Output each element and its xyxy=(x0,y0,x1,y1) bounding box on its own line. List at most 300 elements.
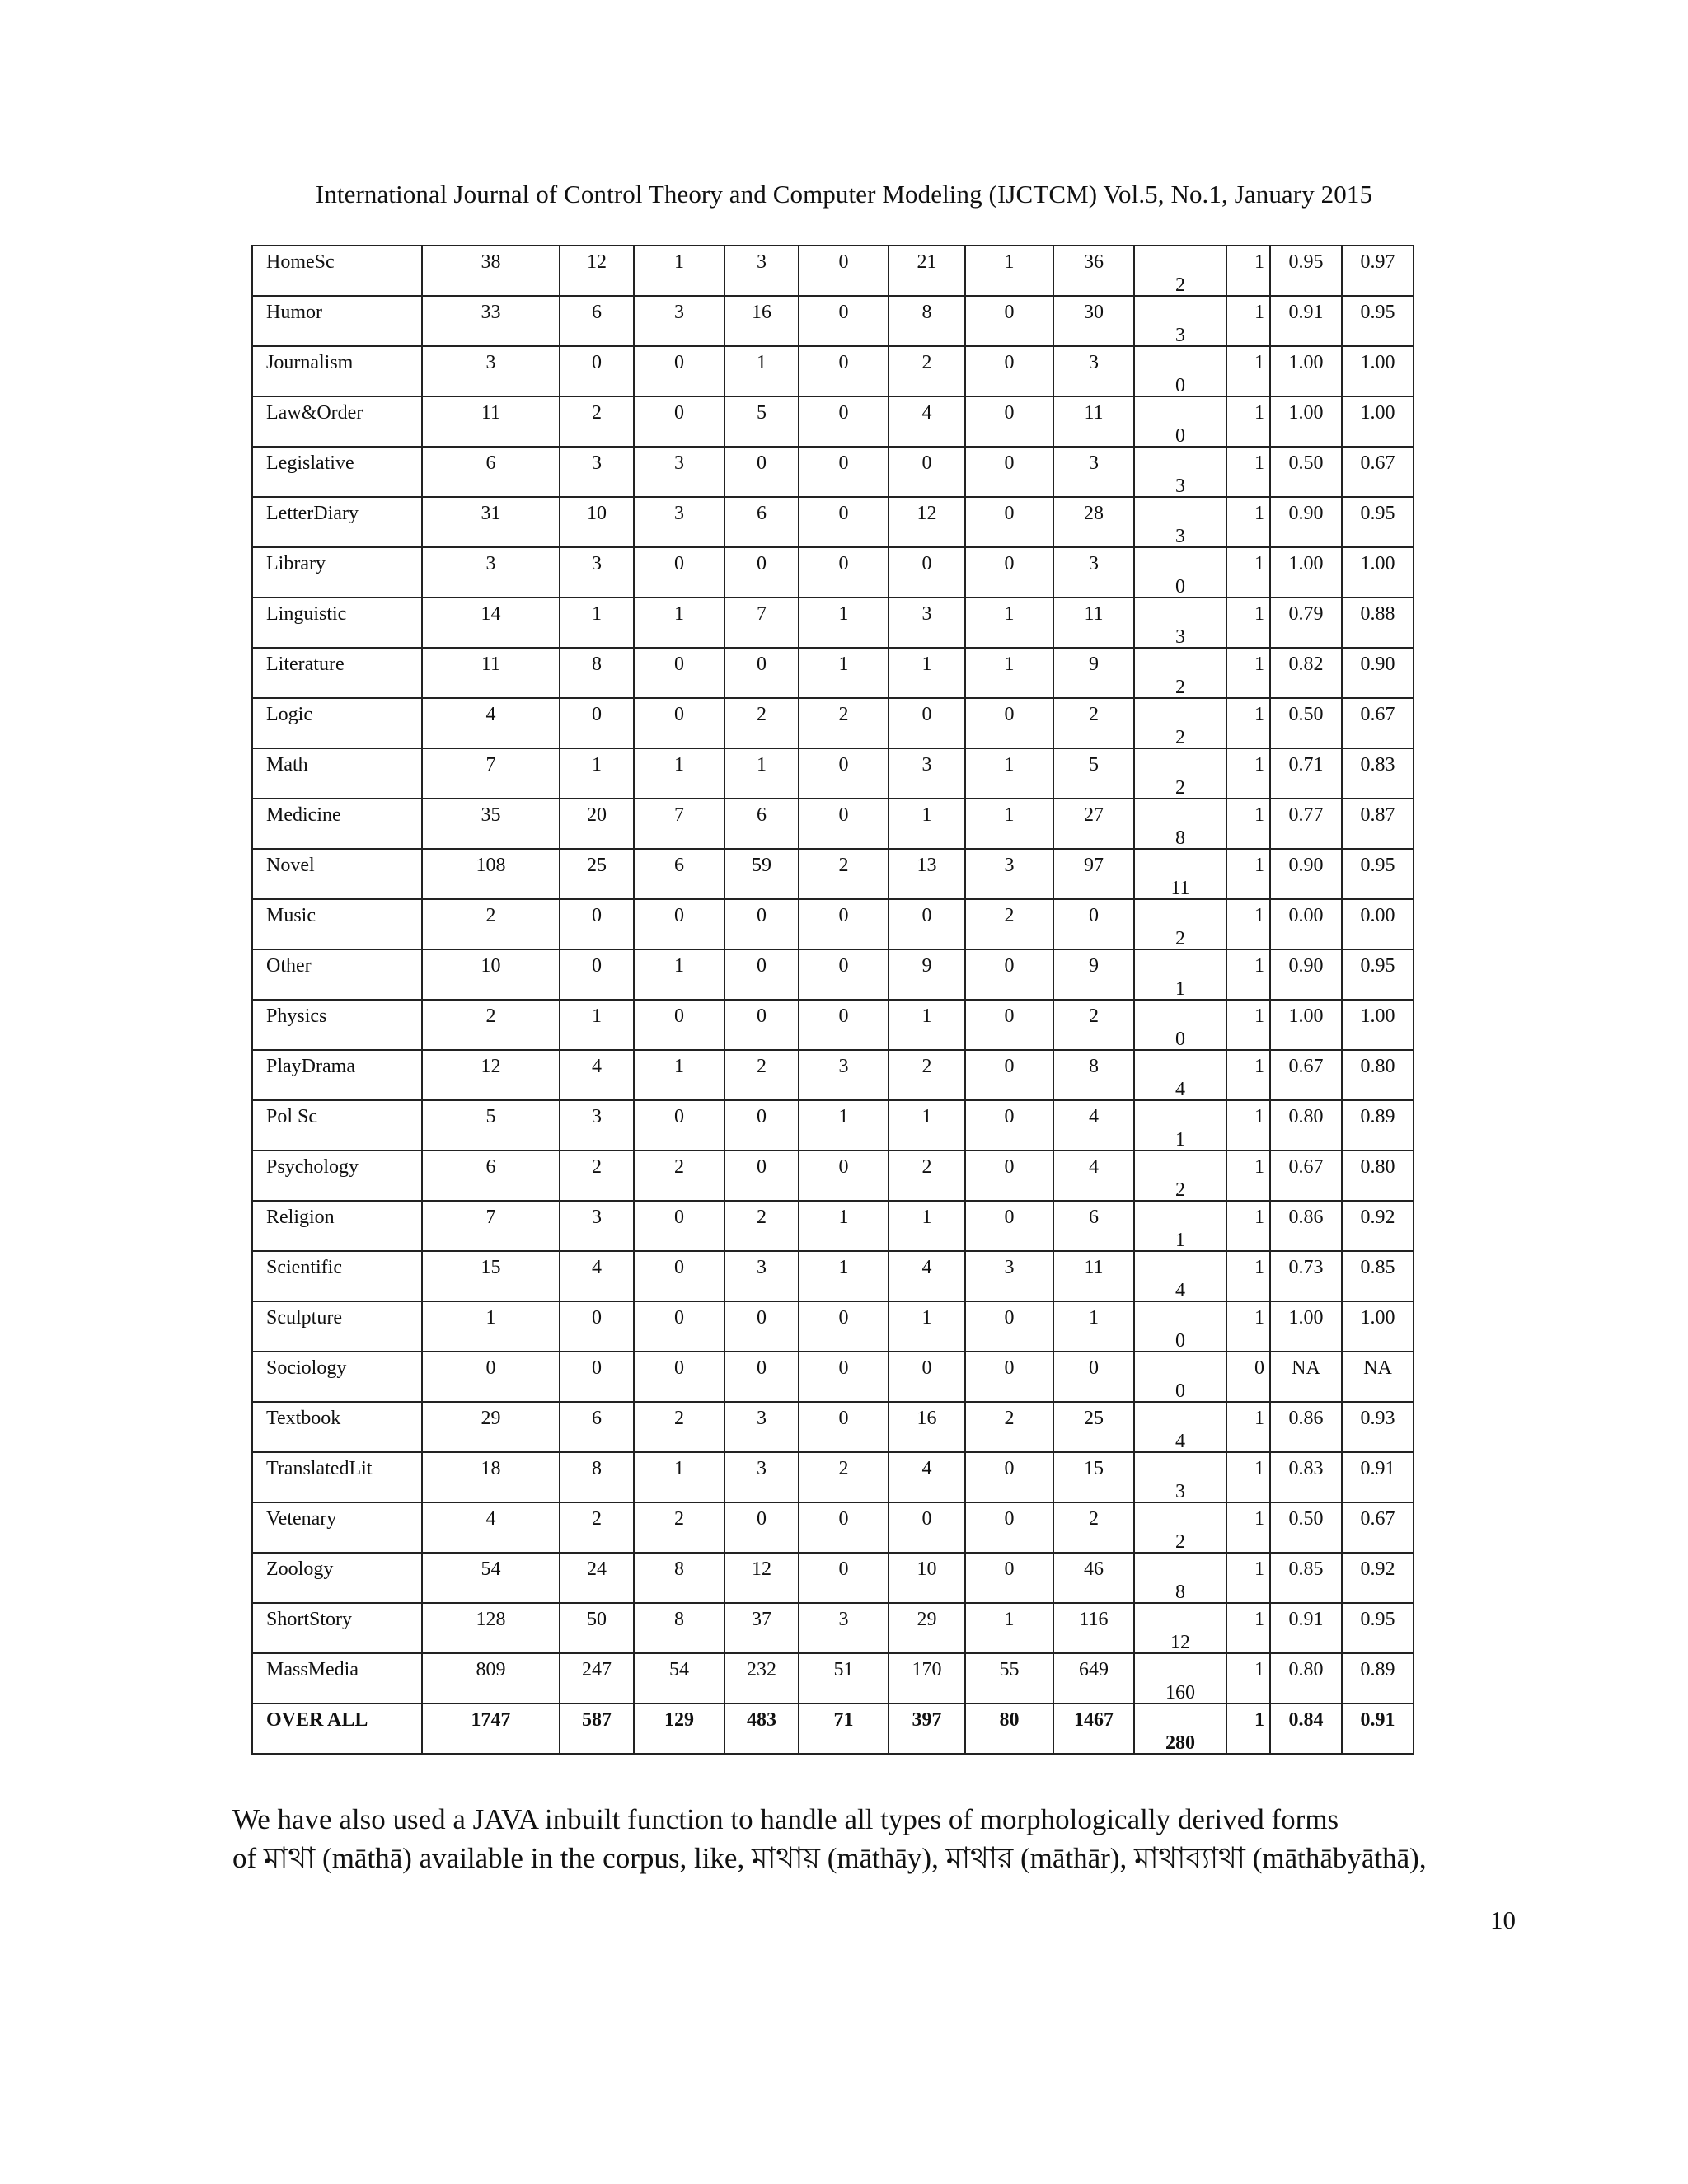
value-cell xyxy=(965,1653,1053,1704)
table-body xyxy=(252,246,1414,1754)
precision-cell xyxy=(1270,1000,1342,1050)
value-cell xyxy=(799,849,889,899)
value-cell xyxy=(560,1251,634,1301)
value-cell xyxy=(634,547,724,598)
value-cell xyxy=(889,598,965,648)
value-cell-text: 0 xyxy=(1004,1156,1015,1178)
fscore-cell-text: 0.89 xyxy=(1360,1106,1395,1127)
table-row xyxy=(252,1100,1414,1151)
value-cell-text: 16 xyxy=(917,1408,937,1429)
value-cell-text: 0 xyxy=(838,754,849,776)
value-cell xyxy=(1053,648,1134,698)
flag-cell-text: 1 xyxy=(1254,905,1264,926)
value-cell xyxy=(724,447,799,497)
fscore-cell xyxy=(1342,1352,1414,1402)
table-row xyxy=(252,1402,1414,1452)
value-cell xyxy=(634,648,724,698)
value-cell-text: 12 xyxy=(587,251,607,273)
value-cell-text: 37 xyxy=(752,1609,771,1630)
value-cell xyxy=(422,598,560,648)
flag-cell-text: 1 xyxy=(1254,1307,1264,1329)
value-cell xyxy=(422,296,560,346)
row-label-cell xyxy=(252,547,422,598)
offset-value-cell xyxy=(1134,1402,1226,1452)
value-cell xyxy=(422,1452,560,1502)
precision-cell-text: 0.90 xyxy=(1288,955,1324,977)
table-row xyxy=(252,447,1414,497)
value-cell-text: 0 xyxy=(1004,1508,1015,1530)
value-cell-text: 2 xyxy=(757,1207,767,1228)
value-cell xyxy=(422,246,560,296)
body-paragraph xyxy=(232,1800,1427,1877)
value-cell xyxy=(889,748,965,799)
value-cell-text: 1467 xyxy=(1074,1709,1114,1731)
table-row xyxy=(252,1502,1414,1553)
fscore-cell-text: 0.95 xyxy=(1360,855,1395,876)
offset-value-cell xyxy=(1134,849,1226,899)
table-row xyxy=(252,1301,1414,1352)
precision-cell xyxy=(1270,396,1342,447)
row-label-cell xyxy=(252,396,422,447)
value-cell-text: 1 xyxy=(757,754,767,776)
value-cell xyxy=(560,1553,634,1603)
flag-cell-text: 1 xyxy=(1254,503,1264,524)
value-cell xyxy=(422,1201,560,1251)
row-label-cell-text: TranslatedLit xyxy=(266,1458,373,1479)
value-cell xyxy=(724,748,799,799)
value-cell xyxy=(634,396,724,447)
value-cell-text: 0 xyxy=(838,503,849,524)
row-label-cell xyxy=(252,1352,422,1402)
value-cell-text: 1 xyxy=(838,1207,849,1228)
row-label-cell xyxy=(252,1050,422,1100)
precision-cell-text: 0.71 xyxy=(1288,754,1324,776)
value-cell xyxy=(560,1301,634,1352)
value-cell xyxy=(889,949,965,1000)
value-cell xyxy=(422,648,560,698)
precision-cell xyxy=(1270,748,1342,799)
value-cell xyxy=(560,1352,634,1402)
value-cell-text: 0 xyxy=(838,1005,849,1027)
value-cell-text: 0 xyxy=(757,1307,767,1329)
value-cell-text: 0 xyxy=(674,704,684,725)
flag-cell xyxy=(1226,899,1270,949)
value-cell xyxy=(889,396,965,447)
value-cell-text: 649 xyxy=(1079,1659,1109,1680)
precision-cell xyxy=(1270,346,1342,396)
value-cell-text: 0 xyxy=(592,905,602,926)
offset-value-cell xyxy=(1134,1201,1226,1251)
value-cell xyxy=(560,849,634,899)
precision-cell xyxy=(1270,1603,1342,1653)
value-cell xyxy=(634,1050,724,1100)
flag-cell-text: 1 xyxy=(1254,1106,1264,1127)
value-cell-text: 0 xyxy=(921,704,932,725)
value-cell-text: 2 xyxy=(674,1408,684,1429)
row-label-cell xyxy=(252,1151,422,1201)
value-cell xyxy=(1053,1050,1134,1100)
value-cell xyxy=(422,1502,560,1553)
value-cell-text: 6 xyxy=(485,1156,496,1178)
offset-value-cell-text: 2 xyxy=(1175,1179,1185,1201)
flag-cell xyxy=(1226,296,1270,346)
value-cell xyxy=(965,748,1053,799)
value-cell xyxy=(634,1151,724,1201)
value-cell xyxy=(422,1100,560,1151)
offset-value-cell xyxy=(1134,1553,1226,1603)
value-cell-text: 0 xyxy=(1004,1458,1015,1479)
value-cell-text: 2 xyxy=(757,704,767,725)
value-cell xyxy=(724,899,799,949)
value-cell xyxy=(1053,598,1134,648)
value-cell-text: 0 xyxy=(1004,1056,1015,1077)
value-cell-text: 10 xyxy=(917,1558,937,1580)
value-cell xyxy=(560,1402,634,1452)
value-cell-text: 38 xyxy=(481,251,501,273)
value-cell xyxy=(965,1100,1053,1151)
offset-value-cell-text: 0 xyxy=(1175,425,1185,447)
value-cell xyxy=(889,1402,965,1452)
value-cell-text: 1 xyxy=(674,1458,684,1479)
flag-cell xyxy=(1226,698,1270,748)
row-label-cell-text: ShortStory xyxy=(266,1609,353,1630)
value-cell xyxy=(799,1553,889,1603)
value-cell xyxy=(560,346,634,396)
precision-cell-text: 0.86 xyxy=(1288,1207,1324,1228)
offset-value-cell-text: 12 xyxy=(1170,1632,1190,1653)
offset-value-cell-text: 3 xyxy=(1175,1481,1185,1502)
value-cell xyxy=(889,1000,965,1050)
offset-value-cell-text: 3 xyxy=(1175,626,1185,648)
table-row xyxy=(252,1452,1414,1502)
fscore-cell-text: 0.80 xyxy=(1360,1156,1395,1178)
value-cell xyxy=(422,949,560,1000)
value-cell xyxy=(799,396,889,447)
value-cell-text: 0 xyxy=(757,1106,767,1127)
value-cell-text: 16 xyxy=(752,302,771,323)
row-label-cell-text: Vetenary xyxy=(266,1508,337,1530)
precision-cell xyxy=(1270,899,1342,949)
value-cell xyxy=(1053,1100,1134,1151)
flag-cell xyxy=(1226,346,1270,396)
offset-value-cell-text: 1 xyxy=(1175,1129,1185,1151)
fscore-cell-text: 0.89 xyxy=(1360,1659,1395,1680)
value-cell-text: 2 xyxy=(674,1508,684,1530)
value-cell-text: 6 xyxy=(1089,1207,1099,1228)
value-cell xyxy=(889,698,965,748)
offset-value-cell xyxy=(1134,246,1226,296)
value-cell-text: 0 xyxy=(1004,402,1015,424)
value-cell-text: 0 xyxy=(1004,1307,1015,1329)
value-cell-text: 10 xyxy=(587,503,607,524)
flag-cell-text: 1 xyxy=(1254,1005,1264,1027)
table-row xyxy=(252,1000,1414,1050)
value-cell-text: 33 xyxy=(481,302,501,323)
row-label-cell xyxy=(252,1301,422,1352)
value-cell xyxy=(965,698,1053,748)
value-cell xyxy=(799,447,889,497)
value-cell-text: 1 xyxy=(592,754,602,776)
value-cell xyxy=(1053,1201,1134,1251)
value-cell-text: 3 xyxy=(592,553,602,574)
value-cell xyxy=(724,1452,799,1502)
value-cell-text: 1747 xyxy=(471,1709,511,1731)
value-cell-text: 2 xyxy=(1089,704,1099,725)
row-label-cell-text: Textbook xyxy=(266,1408,341,1429)
value-cell xyxy=(560,1653,634,1704)
value-cell xyxy=(724,949,799,1000)
value-cell xyxy=(799,296,889,346)
row-label-cell xyxy=(252,1402,422,1452)
value-cell-text: 8 xyxy=(592,654,602,675)
offset-value-cell xyxy=(1134,547,1226,598)
value-cell xyxy=(965,899,1053,949)
value-cell xyxy=(799,1301,889,1352)
value-cell xyxy=(724,1000,799,1050)
value-cell xyxy=(889,849,965,899)
value-cell xyxy=(634,1352,724,1402)
row-label-cell xyxy=(252,1553,422,1603)
value-cell xyxy=(422,547,560,598)
value-cell-text: 9 xyxy=(1089,654,1099,675)
value-cell-text: 0 xyxy=(921,452,932,474)
value-cell xyxy=(724,1704,799,1754)
value-cell xyxy=(724,246,799,296)
flag-cell-text: 1 xyxy=(1254,1558,1264,1580)
value-cell-text: 0 xyxy=(838,251,849,273)
row-label-cell xyxy=(252,346,422,396)
value-cell-text: 0 xyxy=(592,1357,602,1379)
value-cell-text: 0 xyxy=(1004,955,1015,977)
fscore-cell-text: 0.87 xyxy=(1360,804,1395,826)
precision-cell-text: 0.80 xyxy=(1288,1106,1324,1127)
value-cell-text: 3 xyxy=(1004,855,1015,876)
value-cell-text: 12 xyxy=(917,503,937,524)
value-cell-text: 0 xyxy=(674,553,684,574)
value-cell xyxy=(1053,1502,1134,1553)
value-cell-text: 6 xyxy=(757,804,767,826)
row-label-cell-text: Library xyxy=(266,553,326,574)
value-cell-text: 1 xyxy=(674,603,684,625)
row-label-cell-text: Linguistic xyxy=(266,603,347,625)
value-cell-text: 3 xyxy=(592,1106,602,1127)
value-cell xyxy=(799,1050,889,1100)
value-cell xyxy=(634,1251,724,1301)
value-cell-text: 3 xyxy=(674,302,684,323)
precision-cell xyxy=(1270,598,1342,648)
value-cell xyxy=(799,799,889,849)
value-cell xyxy=(422,849,560,899)
value-cell-text: 50 xyxy=(587,1609,607,1630)
value-cell xyxy=(799,748,889,799)
value-cell-text: 0 xyxy=(757,452,767,474)
value-cell-text: 0 xyxy=(838,1357,849,1379)
row-label-cell xyxy=(252,447,422,497)
value-cell-text: 3 xyxy=(757,1408,767,1429)
row-label-cell xyxy=(252,246,422,296)
precision-cell-text: NA xyxy=(1292,1357,1320,1379)
value-cell xyxy=(965,497,1053,547)
value-cell xyxy=(889,1151,965,1201)
row-label-cell xyxy=(252,1653,422,1704)
value-cell-text: 0 xyxy=(1004,352,1015,373)
flag-cell-text: 1 xyxy=(1254,1056,1264,1077)
row-label-cell-text: Humor xyxy=(266,302,322,323)
value-cell-text: 0 xyxy=(838,905,849,926)
value-cell-text: 170 xyxy=(912,1659,942,1680)
value-cell-text: 587 xyxy=(582,1709,612,1731)
fscore-cell xyxy=(1342,1402,1414,1452)
value-cell-text: 1 xyxy=(757,352,767,373)
flag-cell-text: 1 xyxy=(1254,1508,1264,1530)
value-cell xyxy=(965,1452,1053,1502)
value-cell-text: 25 xyxy=(587,855,607,876)
row-label-cell-text: Journalism xyxy=(266,352,354,373)
flag-cell-text: 1 xyxy=(1254,1156,1264,1178)
value-cell-text: 397 xyxy=(912,1709,942,1731)
value-cell xyxy=(560,447,634,497)
flag-cell xyxy=(1226,748,1270,799)
fscore-cell xyxy=(1342,1502,1414,1553)
value-cell-text: 1 xyxy=(674,955,684,977)
fscore-cell xyxy=(1342,346,1414,396)
flag-cell-text: 1 xyxy=(1254,251,1264,273)
value-cell xyxy=(724,1402,799,1452)
value-cell-text: 0 xyxy=(1089,1357,1099,1379)
value-cell xyxy=(724,598,799,648)
value-cell xyxy=(560,598,634,648)
row-label-cell-text: Psychology xyxy=(266,1156,359,1178)
offset-value-cell-text: 2 xyxy=(1175,677,1185,698)
offset-value-cell xyxy=(1134,748,1226,799)
value-cell xyxy=(889,1553,965,1603)
value-cell-text: 0 xyxy=(674,1307,684,1329)
flag-cell xyxy=(1226,799,1270,849)
value-cell-text: 0 xyxy=(838,452,849,474)
value-cell-text: 0 xyxy=(838,302,849,323)
value-cell-text: 1 xyxy=(838,654,849,675)
value-cell-text: 2 xyxy=(838,855,849,876)
precision-cell-text: 0.00 xyxy=(1288,905,1324,926)
flag-cell xyxy=(1226,1100,1270,1151)
value-cell-text: 4 xyxy=(485,704,496,725)
value-cell-text: 0 xyxy=(1004,704,1015,725)
precision-cell xyxy=(1270,447,1342,497)
value-cell xyxy=(634,296,724,346)
precision-cell-text: 0.83 xyxy=(1288,1458,1324,1479)
offset-value-cell-text: 8 xyxy=(1175,1582,1185,1603)
precision-cell xyxy=(1270,949,1342,1000)
fscore-cell xyxy=(1342,246,1414,296)
value-cell xyxy=(422,346,560,396)
results-table xyxy=(251,245,1414,1755)
value-cell xyxy=(965,1201,1053,1251)
flag-cell-text: 1 xyxy=(1254,654,1264,675)
row-label-cell-text: PlayDrama xyxy=(266,1056,355,1077)
row-label-cell-text: Scientific xyxy=(266,1257,342,1278)
value-cell xyxy=(422,1402,560,1452)
flag-cell xyxy=(1226,1603,1270,1653)
value-cell xyxy=(965,1553,1053,1603)
value-cell xyxy=(560,1704,634,1754)
flag-cell-text: 1 xyxy=(1254,1257,1264,1278)
fscore-cell-text: 0.95 xyxy=(1360,1609,1395,1630)
row-label-cell xyxy=(252,698,422,748)
offset-value-cell-text: 8 xyxy=(1175,827,1185,849)
value-cell xyxy=(560,547,634,598)
value-cell-text: 5 xyxy=(485,1106,496,1127)
table-row xyxy=(252,296,1414,346)
value-cell xyxy=(634,1603,724,1653)
value-cell xyxy=(799,949,889,1000)
offset-value-cell-text: 0 xyxy=(1175,576,1185,598)
value-cell xyxy=(1053,547,1134,598)
table-row xyxy=(252,698,1414,748)
offset-value-cell-text: 1 xyxy=(1175,978,1185,1000)
row-label-cell xyxy=(252,1452,422,1502)
precision-cell-text: 0.50 xyxy=(1288,452,1324,474)
offset-value-cell xyxy=(1134,698,1226,748)
value-cell-text: 1 xyxy=(921,654,932,675)
value-cell-text: 2 xyxy=(1004,905,1015,926)
value-cell xyxy=(799,1100,889,1151)
value-cell-text: 30 xyxy=(1084,302,1104,323)
value-cell xyxy=(560,296,634,346)
value-cell-text: 3 xyxy=(485,352,496,373)
value-cell-text: 809 xyxy=(476,1659,506,1680)
precision-cell xyxy=(1270,1352,1342,1402)
value-cell xyxy=(799,1603,889,1653)
offset-value-cell xyxy=(1134,346,1226,396)
offset-value-cell-text: 280 xyxy=(1165,1732,1195,1754)
flag-cell-text: 1 xyxy=(1254,1659,1264,1680)
offset-value-cell xyxy=(1134,447,1226,497)
value-cell-text: 54 xyxy=(481,1558,501,1580)
value-cell xyxy=(889,1050,965,1100)
fscore-cell xyxy=(1342,1704,1414,1754)
value-cell-text: 129 xyxy=(664,1709,694,1731)
value-cell xyxy=(560,899,634,949)
value-cell xyxy=(799,598,889,648)
value-cell xyxy=(422,1251,560,1301)
offset-value-cell xyxy=(1134,598,1226,648)
value-cell xyxy=(634,799,724,849)
offset-value-cell xyxy=(1134,1452,1226,1502)
value-cell-text: 2 xyxy=(592,1508,602,1530)
flag-cell-text: 1 xyxy=(1254,804,1264,826)
row-label-cell xyxy=(252,648,422,698)
value-cell-text: 9 xyxy=(921,955,932,977)
value-cell-text: 1 xyxy=(485,1307,496,1329)
value-cell xyxy=(724,547,799,598)
value-cell-text: 4 xyxy=(485,1508,496,1530)
value-cell-text: 4 xyxy=(1089,1156,1099,1178)
value-cell xyxy=(965,547,1053,598)
flag-cell xyxy=(1226,1151,1270,1201)
flag-cell-text: 1 xyxy=(1254,1408,1264,1429)
value-cell-text: 1 xyxy=(1004,754,1015,776)
value-cell xyxy=(1053,1000,1134,1050)
value-cell-text: 7 xyxy=(757,603,767,625)
value-cell-text: 7 xyxy=(485,754,496,776)
value-cell-text: 0 xyxy=(1004,1558,1015,1580)
flag-cell xyxy=(1226,1502,1270,1553)
value-cell-text: 1 xyxy=(1089,1307,1099,1329)
row-label-cell xyxy=(252,1603,422,1653)
value-cell xyxy=(560,1502,634,1553)
table-row xyxy=(252,1201,1414,1251)
flag-cell-text: 1 xyxy=(1254,553,1264,574)
